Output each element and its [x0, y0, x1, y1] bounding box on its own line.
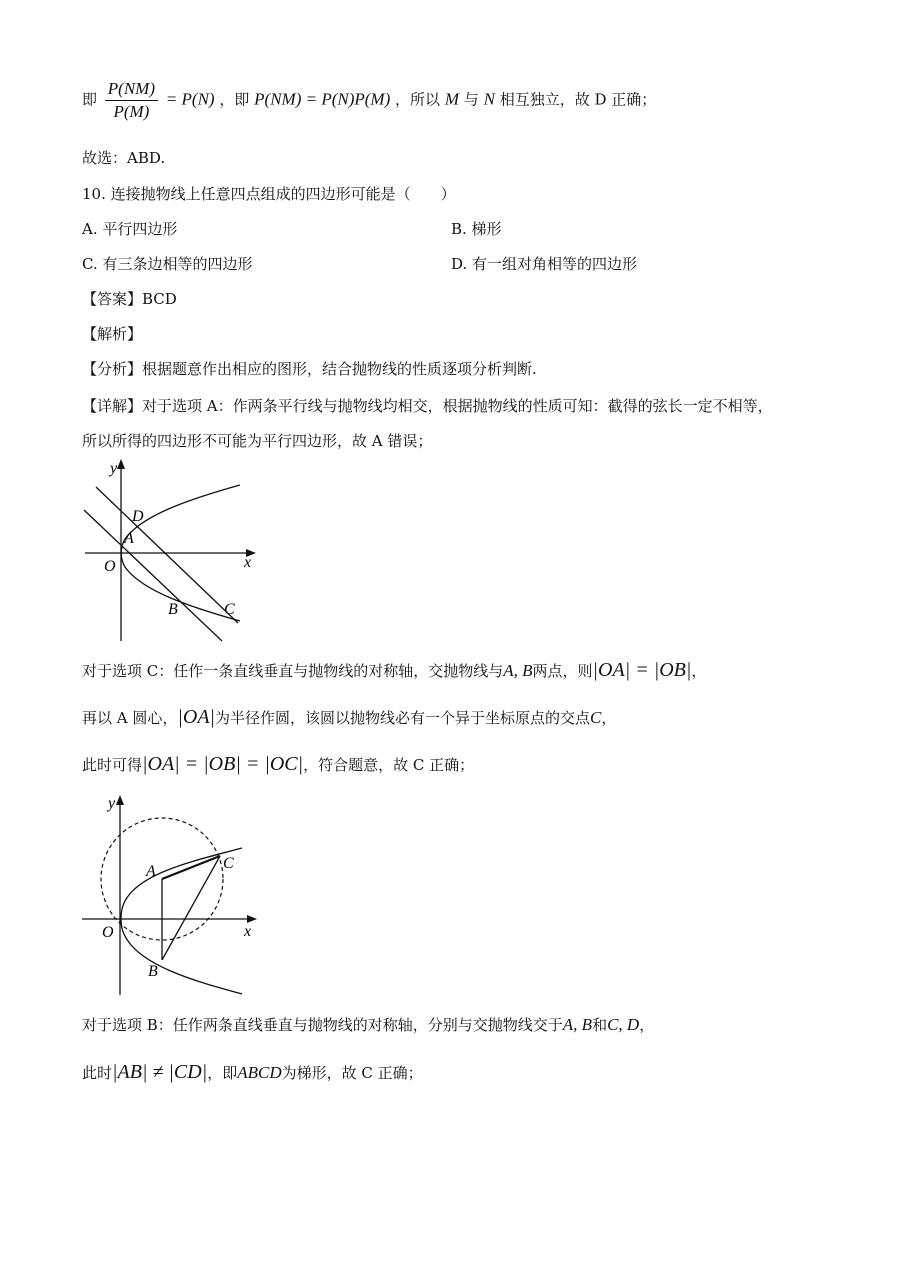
- segment-cb: [162, 856, 220, 960]
- text: ，: [691, 662, 707, 680]
- text: 对于选项 B：任作两条直线垂直与抛物线的对称轴，分别与交抛物线交于: [82, 1016, 563, 1034]
- text: 和: [592, 1016, 608, 1034]
- text: 为梯形，故 C 正确；: [281, 1064, 423, 1082]
- point-c-label: C: [223, 855, 234, 872]
- variable: M: [444, 89, 459, 109]
- equation: |OA| = |OB| = |OC|: [142, 753, 304, 775]
- c-option-line-2: [82, 705, 616, 730]
- parallel-line-2: [84, 510, 222, 641]
- equation: |AB| ≠ |CD|: [112, 1061, 208, 1083]
- c-option-line-3: [82, 752, 474, 777]
- point-b-label: B: [148, 963, 158, 980]
- text: 两点，则: [532, 662, 593, 680]
- detail-line-1: 【详解】对于选项 A：作两条平行线与抛物线均相交，根据抛物线的性质可知：截得的弦长一定不相等，: [82, 397, 773, 415]
- text: 对于选项 C：任作一条直线垂直与抛物线的对称轴，交抛物线与: [82, 662, 504, 680]
- detail-line-2: 所以所得的四边形不可能为平行四边形，故 A 错误；: [82, 432, 433, 450]
- point-b-label: B: [168, 601, 178, 618]
- option-d: D. 有一组对角相等的四边形: [451, 255, 638, 273]
- y-axis-arrow-icon: [117, 459, 125, 469]
- text: 此时: [82, 1064, 113, 1082]
- figure-circle-parabola: [78, 790, 268, 1000]
- quadrilateral: ABCD: [237, 1063, 282, 1082]
- text: 此时可得: [82, 756, 143, 774]
- formula-line: [82, 78, 656, 123]
- equation: P(NM) = P(N)P(M): [254, 89, 391, 109]
- x-axis-arrow-icon: [247, 915, 257, 923]
- fraction: [105, 78, 158, 123]
- y-axis-arrow-icon: [116, 795, 124, 805]
- x-label: x: [244, 554, 252, 571]
- text: 为半径作圆，该圆以抛物线必有一个异于坐标原点的交点: [215, 709, 591, 727]
- c-option-line-1: [82, 658, 706, 683]
- option-b: B. 梯形: [451, 220, 502, 238]
- option-a: A. 平行四边形: [82, 220, 178, 238]
- radius: |OA|: [177, 706, 216, 728]
- points: C, D: [607, 1015, 640, 1034]
- points: A, B: [503, 661, 533, 680]
- point-c-label: C: [224, 601, 235, 618]
- text: ，即: [219, 90, 250, 109]
- point-a-label: A: [146, 863, 156, 880]
- point-c: C: [590, 708, 602, 727]
- text: ，即: [207, 1064, 238, 1082]
- point-a-label: A: [124, 530, 134, 547]
- x-label: x: [244, 923, 252, 940]
- b-option-line-1: [82, 1013, 654, 1037]
- option-c: C. 有三条边相等的四边形: [82, 255, 253, 273]
- fraction-numerator: P(NM): [105, 78, 158, 101]
- text: 即: [82, 90, 98, 109]
- analysis-title: 【解析】: [82, 325, 143, 343]
- text: ，: [601, 709, 617, 727]
- parallel-line-1: [96, 487, 238, 623]
- choice-line: 故选：ABD.: [82, 149, 166, 167]
- segment-ac: [162, 856, 220, 879]
- text: 相互独立，故 D 正确；: [499, 90, 657, 109]
- variable: N: [483, 89, 495, 109]
- b-option-line-2: [82, 1060, 423, 1085]
- text: ，: [639, 1016, 655, 1034]
- origin-label: O: [102, 924, 114, 941]
- origin-label: O: [104, 558, 116, 575]
- y-label: y: [110, 460, 118, 477]
- text: 与: [463, 90, 479, 109]
- text: ，所以: [395, 90, 441, 109]
- analysis-summary: 【分析】根据题意作出相应的图形，结合抛物线的性质逐项分析判断.: [82, 360, 537, 378]
- points: A, B: [562, 1015, 593, 1034]
- text: ，符合题意，故 C 正确；: [303, 756, 475, 774]
- y-label: y: [108, 795, 116, 812]
- answer: 【答案】BCD: [82, 290, 177, 308]
- text: 再以 A 圆心，: [82, 709, 178, 727]
- figure-parallel-chords: [80, 455, 270, 645]
- equation: |OA| = |OB|: [592, 659, 692, 681]
- question-text: 10. 连接抛物线上任意四点组成的四边形可能是（ ）: [82, 185, 456, 203]
- equation: = P(N): [165, 89, 215, 109]
- point-d-label: D: [132, 508, 144, 525]
- fraction-denominator: P(M): [113, 102, 150, 121]
